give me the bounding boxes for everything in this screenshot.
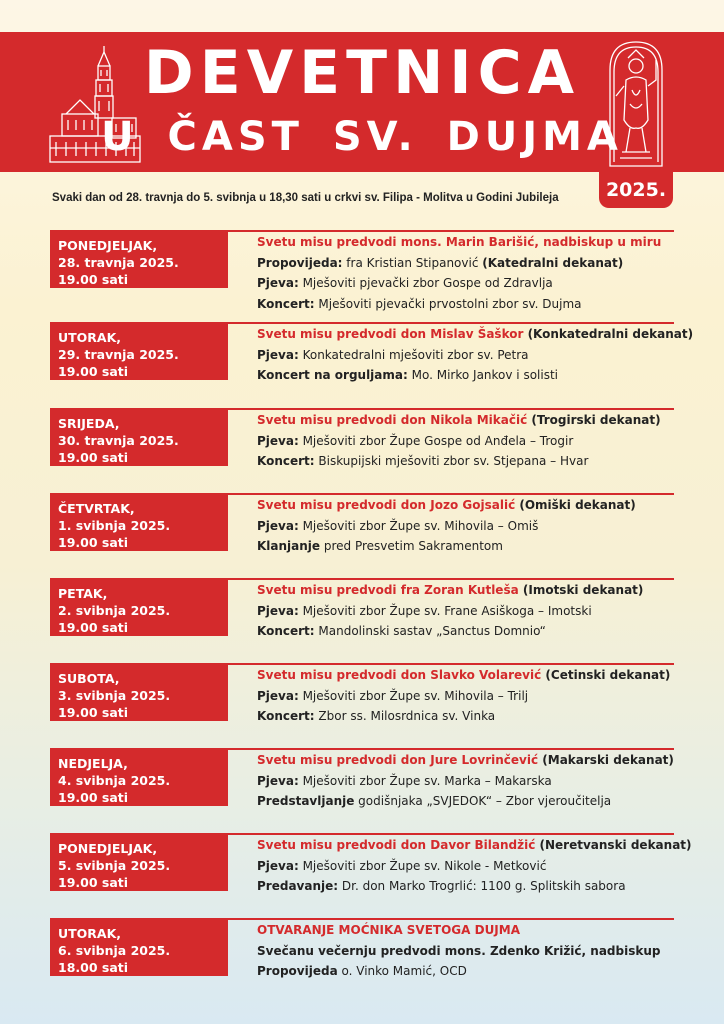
line-label: Svetu misu predvodi don Jozo Gojsalić [257,498,516,512]
line-value: Mješoviti zbor Župe sv. Marka – Makarska [298,773,552,788]
date-text: 4. svibnja 2025. [58,773,171,788]
date-text: 1. svibnja 2025. [58,518,171,533]
day-entry [50,833,692,915]
time-text: 19.00 sati [58,790,129,805]
line-value: Konkatedralni mješoviti zbor sv. Petra [298,347,529,362]
detail-line [257,771,677,792]
day-entry [50,578,674,660]
deanery-label: (Makarski dekanat) [538,753,674,767]
detail-line [257,856,677,877]
main-title: DEVETNICA [143,38,581,108]
deanery-label: (Katedralni dekanat) [482,255,624,270]
day-name: SUBOTA, [58,671,120,686]
day-name: PONEDJELJAK, [58,841,158,856]
day-name: PONEDJELJAK, [58,238,158,253]
celebrant-line [257,324,694,345]
date-text: 6. svibnja 2025. [58,943,171,958]
line-label: Koncert: [257,454,315,468]
day-entry [50,918,674,1000]
detail-line [257,621,677,642]
line-label: Svetu misu predvodi don Slavko Volarević [257,668,542,682]
time-text: 19.00 sati [58,875,129,890]
line-value: Mješoviti zbor Župe sv. Mihovila – Trilj [298,688,529,703]
line-label: Propovijeda [257,964,338,978]
detail-line [257,791,677,812]
time-text: 19.00 sati [58,272,129,287]
celebrant-line [257,580,677,601]
schedule-intro: Svaki dan od 28. travnja do 5. svibnja u 18,30 sati u crkvi sv. Filipa - Molitva u Godini Jubileja [52,192,559,204]
celebrant-line [257,495,677,516]
time-text: 19.00 sati [58,450,129,465]
year-badge: 2025. [599,172,673,208]
line-value: Mješoviti zbor Župe sv. Frane Asiškoga – Imotski [298,603,592,618]
day-entry [50,663,674,745]
entry-details [257,920,677,982]
line-value: pred Presvetim Sakramentom [320,539,503,553]
day-name: UTORAK, [58,330,122,345]
detail-line [257,601,677,622]
line-label: Pjeva: [257,518,299,533]
time-text: 19.00 sati [58,364,129,379]
deanery-label: (Konkatedralni dekanat) [523,327,694,341]
entry-details [257,835,692,897]
time-text: 19.00 sati [58,620,129,635]
line-label: Pjeva: [257,347,299,362]
line-label: Svetu misu predvodi don Nikola Mikačić [257,413,528,427]
celebrant-line [257,920,677,941]
date-text: 30. travnja 2025. [58,433,179,448]
day-entry [50,322,694,404]
line-label: Pjeva: [257,773,299,788]
line-label: Koncert: [257,709,315,723]
line-label: Koncert: [257,624,315,638]
detail-line [257,536,677,557]
date-text: 29. travnja 2025. [58,347,179,362]
line-value: Mo. Mirko Jankov i solisti [407,368,559,382]
main-subtitle: U ČAST SV. DUJMA [101,114,623,160]
line-label: Pjeva: [257,688,299,703]
line-value: godišnjaka „SVJEDOK“ – Zbor vjeroučitelja [354,794,612,808]
date-box [50,230,228,288]
celebrant-line [257,232,677,253]
line-label: Svetu misu predvodi don Mislav Šaškor [257,327,524,341]
line-value: Zbor ss. Milosrdnica sv. Vinka [314,709,496,723]
date-box [50,833,228,891]
detail-line [257,516,677,537]
detail-line [257,294,677,315]
line-label: Predstavljanje [257,794,355,808]
entry-details [257,410,677,472]
detail-line [257,345,677,366]
day-entry [50,493,674,575]
line-value: Dr. don Marko Trogrlić: 1100 g. Splitskih sabora [338,879,626,893]
entry-details [257,750,677,812]
deanery-label: (Cetinski dekanat) [541,668,671,682]
line-label: Propovijeda: [257,255,343,270]
detail-line [257,273,677,294]
entry-details [257,580,677,642]
line-label: Pjeva: [257,433,299,448]
entry-details [257,665,677,727]
day-name: NEDJELJA, [58,756,128,771]
date-text: 28. travnja 2025. [58,255,179,270]
time-text: 19.00 sati [58,535,129,550]
detail-line [257,876,677,897]
line-label: Pjeva: [257,276,299,290]
line-label: OTVARANJE MOĆNIKA SVETOGA DUJMA [257,923,521,937]
line-label: Svetu misu predvodi don Davor Bilandžić [257,838,536,852]
day-entry [50,408,674,490]
line-label: Pjeva: [257,858,299,873]
date-text: 2. svibnja 2025. [58,603,171,618]
deanery-label: (Neretvanski dekanat) [535,838,692,852]
line-value: Mješoviti zbor Župe sv. Nikole - Metković [298,858,547,873]
line-value: o. Vinko Mamić, OCD [337,964,467,978]
date-box [50,578,228,636]
detail-line [257,431,677,452]
detail-line [257,686,677,707]
entry-details [257,495,677,557]
date-box [50,918,228,976]
deanery-label: (Omiški dekanat) [515,498,636,512]
line-value: fra Kristian Stipanović [342,255,483,270]
line-value: Mandolinski sastav „Sanctus Domnio“ [314,624,546,638]
day-name: UTORAK, [58,926,122,941]
line-value: Mješoviti pjevački zbor Gospe od Zdravlja [298,276,553,290]
deanery-label: (Imotski dekanat) [518,583,644,597]
entry-details [257,232,677,314]
line-value: Mješoviti pjevački prvostolni zbor sv. Dujma [314,296,582,311]
line-label: Klanjanje [257,539,321,553]
line-value: Mješoviti zbor Župe Gospe od Anđela – Trogir [298,433,574,448]
line-label: Svetu misu predvodi fra Zoran Kutleša [257,583,519,597]
detail-line [257,961,677,982]
detail-line [257,706,677,727]
date-box [50,748,228,806]
line-value: Biskupijski mješoviti zbor sv. Stjepana – Hvar [314,454,589,468]
celebrant-line [257,835,692,856]
detail-line [257,451,677,472]
entry-details [257,324,694,386]
line-label: Svečanu večernju predvodi mons. Zdenko Križić, nadbiskup [257,943,661,958]
line-label: Pjeva: [257,603,299,618]
line-label: Predavanje: [257,879,339,893]
date-text: 5. svibnja 2025. [58,858,171,873]
date-box [50,322,228,380]
detail-line [257,253,677,274]
time-text: 19.00 sati [58,705,129,720]
date-text: 3. svibnja 2025. [58,688,171,703]
detail-line [257,365,677,386]
deanery-label: (Trogirski dekanat) [527,413,661,427]
celebrant-line [257,410,677,431]
line-value: Mješoviti zbor Župe sv. Mihovila – Omiš [298,518,539,533]
detail-line [257,941,677,962]
day-entry [50,748,674,830]
date-box [50,663,228,721]
celebrant-line [257,750,677,771]
day-name: SRIJEDA, [58,416,120,431]
line-label: Koncert: [257,296,315,311]
date-box [50,493,228,551]
line-label: Svetu misu predvodi mons. Marin Barišić, nadbiskup u miru [257,235,662,249]
day-name: PETAK, [58,586,108,601]
date-box [50,408,228,466]
celebrant-line [257,665,677,686]
line-label: Svetu misu predvodi don Jure Lovrinčević [257,753,539,767]
day-name: ČETVRTAK, [58,501,135,516]
time-text: 18.00 sati [58,960,129,975]
saint-relief-illustration [602,40,670,168]
day-entry [50,230,674,312]
line-label: Koncert na orguljama: [257,368,408,382]
